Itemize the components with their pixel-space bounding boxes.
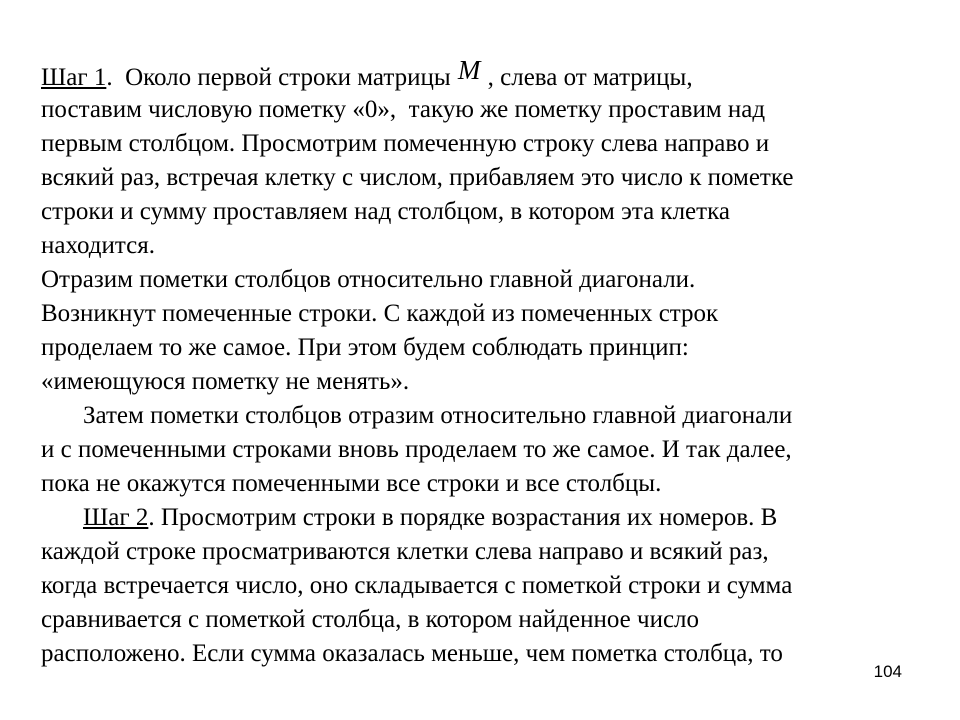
text-line — [41, 55, 921, 93]
text-run: . Просмотрим строки в порядке возрастания их номеров. В — [148, 504, 778, 531]
text-line — [41, 535, 921, 569]
text-line — [41, 637, 921, 671]
text-run: когда встречается число, оно складывается с пометкой строки и сумма — [41, 572, 793, 599]
text-run: пока не окажутся помеченными все строки и все столбцы. — [41, 470, 662, 497]
text-run: первым столбцом. Просмотрим помеченную строку слева направо и — [41, 130, 770, 157]
text-run: Отразим пометки столбцов относительно главной диагонали. — [41, 266, 696, 293]
text-run: проделаем то же самое. При этом будем соблюдать принцип: — [41, 334, 689, 361]
text-line — [41, 297, 921, 331]
step-heading: Шаг 2 — [83, 504, 149, 531]
text-run: сравнивается с пометкой столбца, в котором найденное число — [41, 606, 700, 633]
text-line — [41, 501, 921, 535]
text-run: . Около первой строки матрицы — [106, 64, 457, 91]
text-line — [41, 127, 921, 161]
text-run: поставим числовую пометку «0», такую же пометку проставим над — [41, 96, 766, 123]
text-line — [41, 229, 921, 263]
text-line — [41, 331, 921, 365]
text-line — [41, 263, 921, 297]
text-run: Затем пометки столбцов отразим относительно главной диагонали — [83, 402, 793, 429]
text-run: расположено. Если сумма оказалась меньше, чем пометка столбца, то — [41, 640, 783, 667]
text-line — [41, 603, 921, 637]
text-run: , слева от матрицы, — [481, 64, 693, 91]
text-run: всякий раз, встречая клетку с числом, прибавляем это число к пометке — [41, 164, 794, 191]
text-line — [41, 569, 921, 603]
text-line — [41, 467, 921, 501]
body-text — [41, 55, 921, 671]
text-run: Возникнут помеченные строки. С каждой из помеченных строк — [41, 300, 719, 327]
page-number: 104 — [873, 662, 902, 681]
text-line — [41, 93, 921, 127]
text-line — [41, 365, 921, 399]
text-run: находится. — [41, 232, 155, 259]
text-run: и с помеченными строками вновь проделаем то же самое. И так далее, — [41, 436, 792, 463]
text-line — [41, 399, 921, 433]
text-run: каждой строке просматриваются клетки слева направо и всякий раз, — [41, 538, 769, 565]
text-run: «имеющуюся пометку не менять». — [41, 368, 410, 395]
text-line — [41, 195, 921, 229]
text-run: строки и сумму проставляем над столбцом, в котором эта клетка — [41, 198, 730, 225]
step-heading: Шаг 1 — [41, 64, 107, 91]
matrix-symbol: M — [457, 55, 481, 85]
text-line — [41, 161, 921, 195]
text-line — [41, 433, 921, 467]
